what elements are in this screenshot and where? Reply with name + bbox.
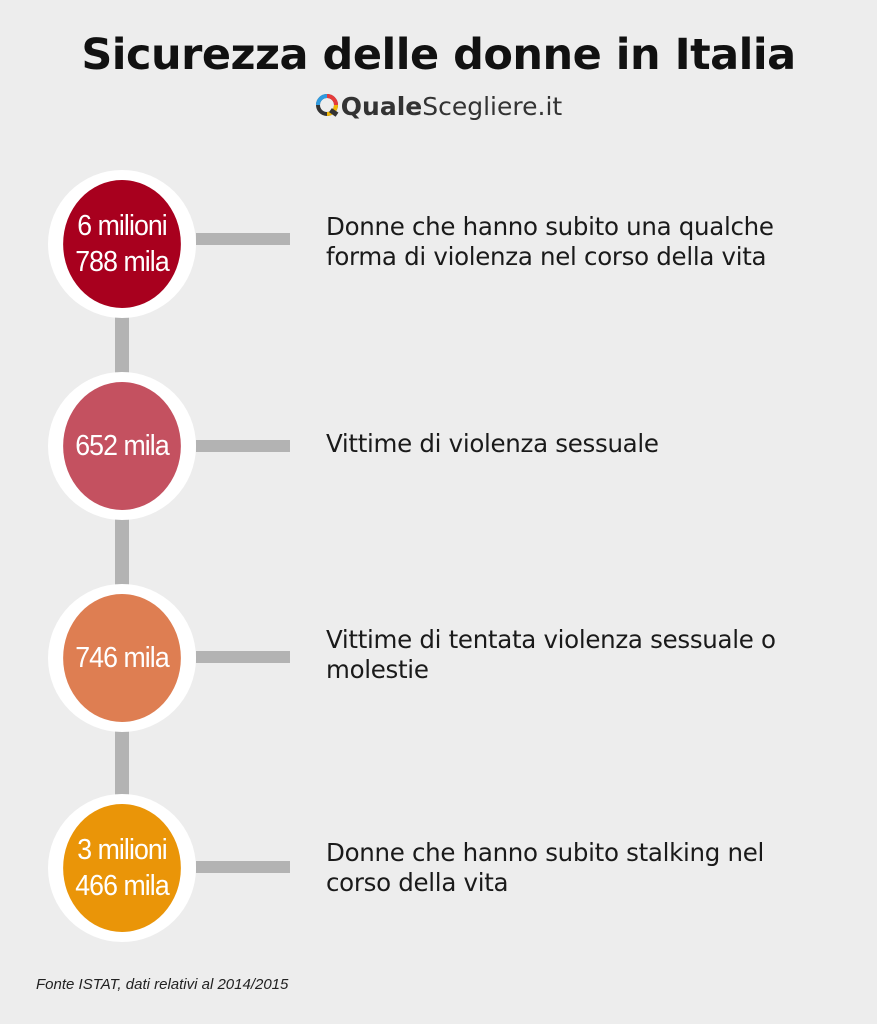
description-line: Donne che hanno subito stalking nel [326,838,765,867]
item-description [326,212,846,272]
value-line: 6 milioni [77,210,167,242]
item-connector [196,440,290,452]
description-line: corso della vita [326,868,509,897]
description-line: forma di violenza nel corso della vita [326,242,767,271]
item-connector [196,861,290,873]
value-line: 746 mila [75,642,169,674]
description-line: Donne che hanno subito una qualche [326,212,774,241]
logo-text-regular: Scegliere.it [422,92,563,121]
description-line: Vittime di violenza sessuale [326,429,659,458]
item-description [326,429,846,459]
value-line: 466 mila [75,870,169,902]
value-badge [63,180,181,308]
description-line: Vittime di tentata violenza sessuale o [326,625,776,654]
source-note: Fonte ISTAT, dati relativi al 2014/2015 [36,976,289,993]
value-circle [48,170,196,318]
value-circle [48,372,196,520]
description-line: molestie [326,655,429,684]
brand-logo [0,92,877,123]
logo-icon [315,93,339,123]
item-description [326,838,846,898]
logo-text-bold: Quale [340,92,423,121]
value-circle [48,794,196,942]
value-line: 652 mila [75,430,169,462]
item-connector [196,233,290,245]
value-circle [48,584,196,732]
value-badge [63,804,181,932]
value-badge [63,594,181,722]
value-badge [63,382,181,510]
item-connector [196,651,290,663]
value-line: 3 milioni [77,834,167,866]
value-line: 788 mila [75,246,169,278]
item-description [326,625,846,685]
page-title: Sicurezza delle donne in Italia [81,30,796,80]
